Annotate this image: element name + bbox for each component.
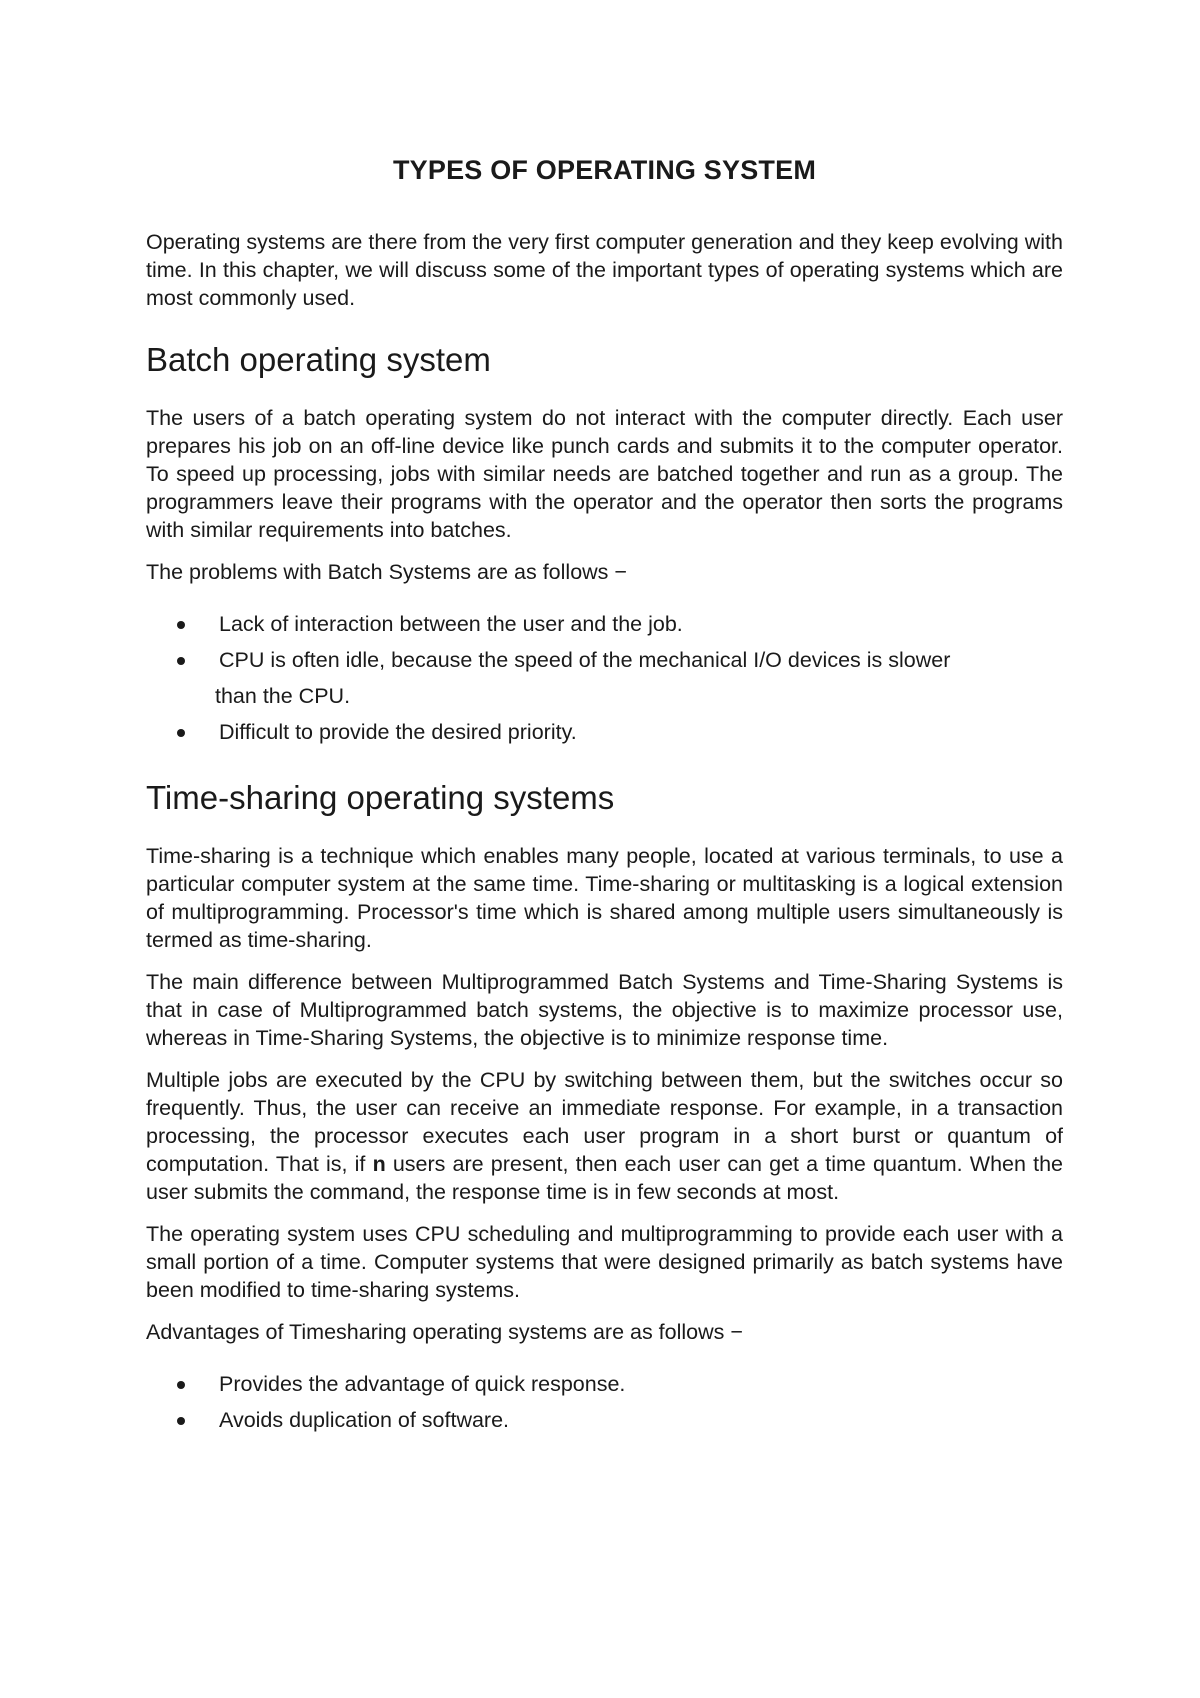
list-item-text: Provides the advantage of quick response. — [219, 1372, 626, 1396]
batch-paragraph: The users of a batch operating system do not interact with the computer directly. Each user prepares his job on an off-line device like punch cards and submits it to the computer operator. To speed up processing, jobs with similar needs are batched together and run as a group. The programmers leave their programs with the operator and the operator then sorts the programs with similar requirements into batches. — [146, 406, 1063, 542]
list-item — [146, 642, 1063, 714]
list-item-text: Lack of interaction between the user and the job. — [219, 612, 683, 636]
bullet-icon — [177, 657, 185, 665]
timesharing-paragraph-3 — [146, 1066, 1063, 1206]
bullet-icon — [177, 729, 185, 737]
batch-problems-list — [146, 606, 1063, 750]
timesharing-section — [146, 778, 1063, 1438]
document-title: TYPES OF OPERATING SYSTEM — [392, 155, 817, 185]
timesharing-advantages-list — [146, 1366, 1063, 1438]
batch-heading: Batch operating system — [146, 341, 491, 378]
intro-paragraph: Operating systems are there from the very first computer generation and they keep evolving with time. In this chapter, we will discuss some of the important types of operating systems which are most commonly used. — [146, 230, 1063, 310]
list-item — [146, 714, 1063, 750]
list-item-text: CPU is often idle, because the speed of the mechanical I/O devices is slower — [219, 648, 951, 672]
timesharing-paragraph-1: Time-sharing is a technique which enables many people, located at various terminals, to use a particular computer system at the same time. Time-sharing or multitasking is a logical extension of multiprogramming. Processor's time which is shared among multiple users simultaneously is termed as time-sharing. — [146, 844, 1063, 952]
list-item-text: Avoids duplication of software. — [219, 1408, 510, 1432]
list-item — [146, 1402, 1063, 1438]
list-item — [146, 606, 1063, 642]
list-item-text: Difficult to provide the desired priority. — [219, 720, 577, 744]
timesharing-advantages-intro: Advantages of Timesharing operating systems are as follows − — [146, 1320, 743, 1344]
timesharing-heading: Time-sharing operating systems — [146, 779, 615, 816]
bold-variable-n: n — [372, 1152, 386, 1176]
bullet-icon — [177, 1417, 185, 1425]
list-item — [146, 1366, 1063, 1402]
bullet-icon — [177, 1381, 185, 1389]
paragraph-text: users are present, then each user can get a time quantum. When the user submits the command, the response time is in few seconds at most. — [146, 1152, 1063, 1204]
paragraph-text: Multiple jobs are executed by the CPU by switching between them, but the switches occur so frequently. Thus, the user can receive an immediate response. For example, in a transaction processing, the processor executes each user program in a short burst or quantum of computation. That is, if — [146, 1068, 1063, 1176]
timesharing-paragraph-4: The operating system uses CPU scheduling and multiprogramming to provide each user with a small portion of a time. Computer systems that were designed primarily as batch systems have been modified to time-sharing systems. — [146, 1222, 1063, 1302]
timesharing-paragraph-2: The main difference between Multiprogrammed Batch Systems and Time-Sharing Systems is that in case of Multiprogrammed batch systems, the objective is to maximize processor use, whereas in Time-Sharing Systems, the objective is to minimize response time. — [146, 970, 1063, 1050]
document-page — [146, 155, 1063, 1438]
bullet-icon — [177, 621, 185, 629]
batch-problems-intro: The problems with Batch Systems are as follows − — [146, 560, 627, 584]
batch-section — [146, 340, 1063, 750]
list-item-text-continued: than the CPU. — [215, 684, 351, 708]
